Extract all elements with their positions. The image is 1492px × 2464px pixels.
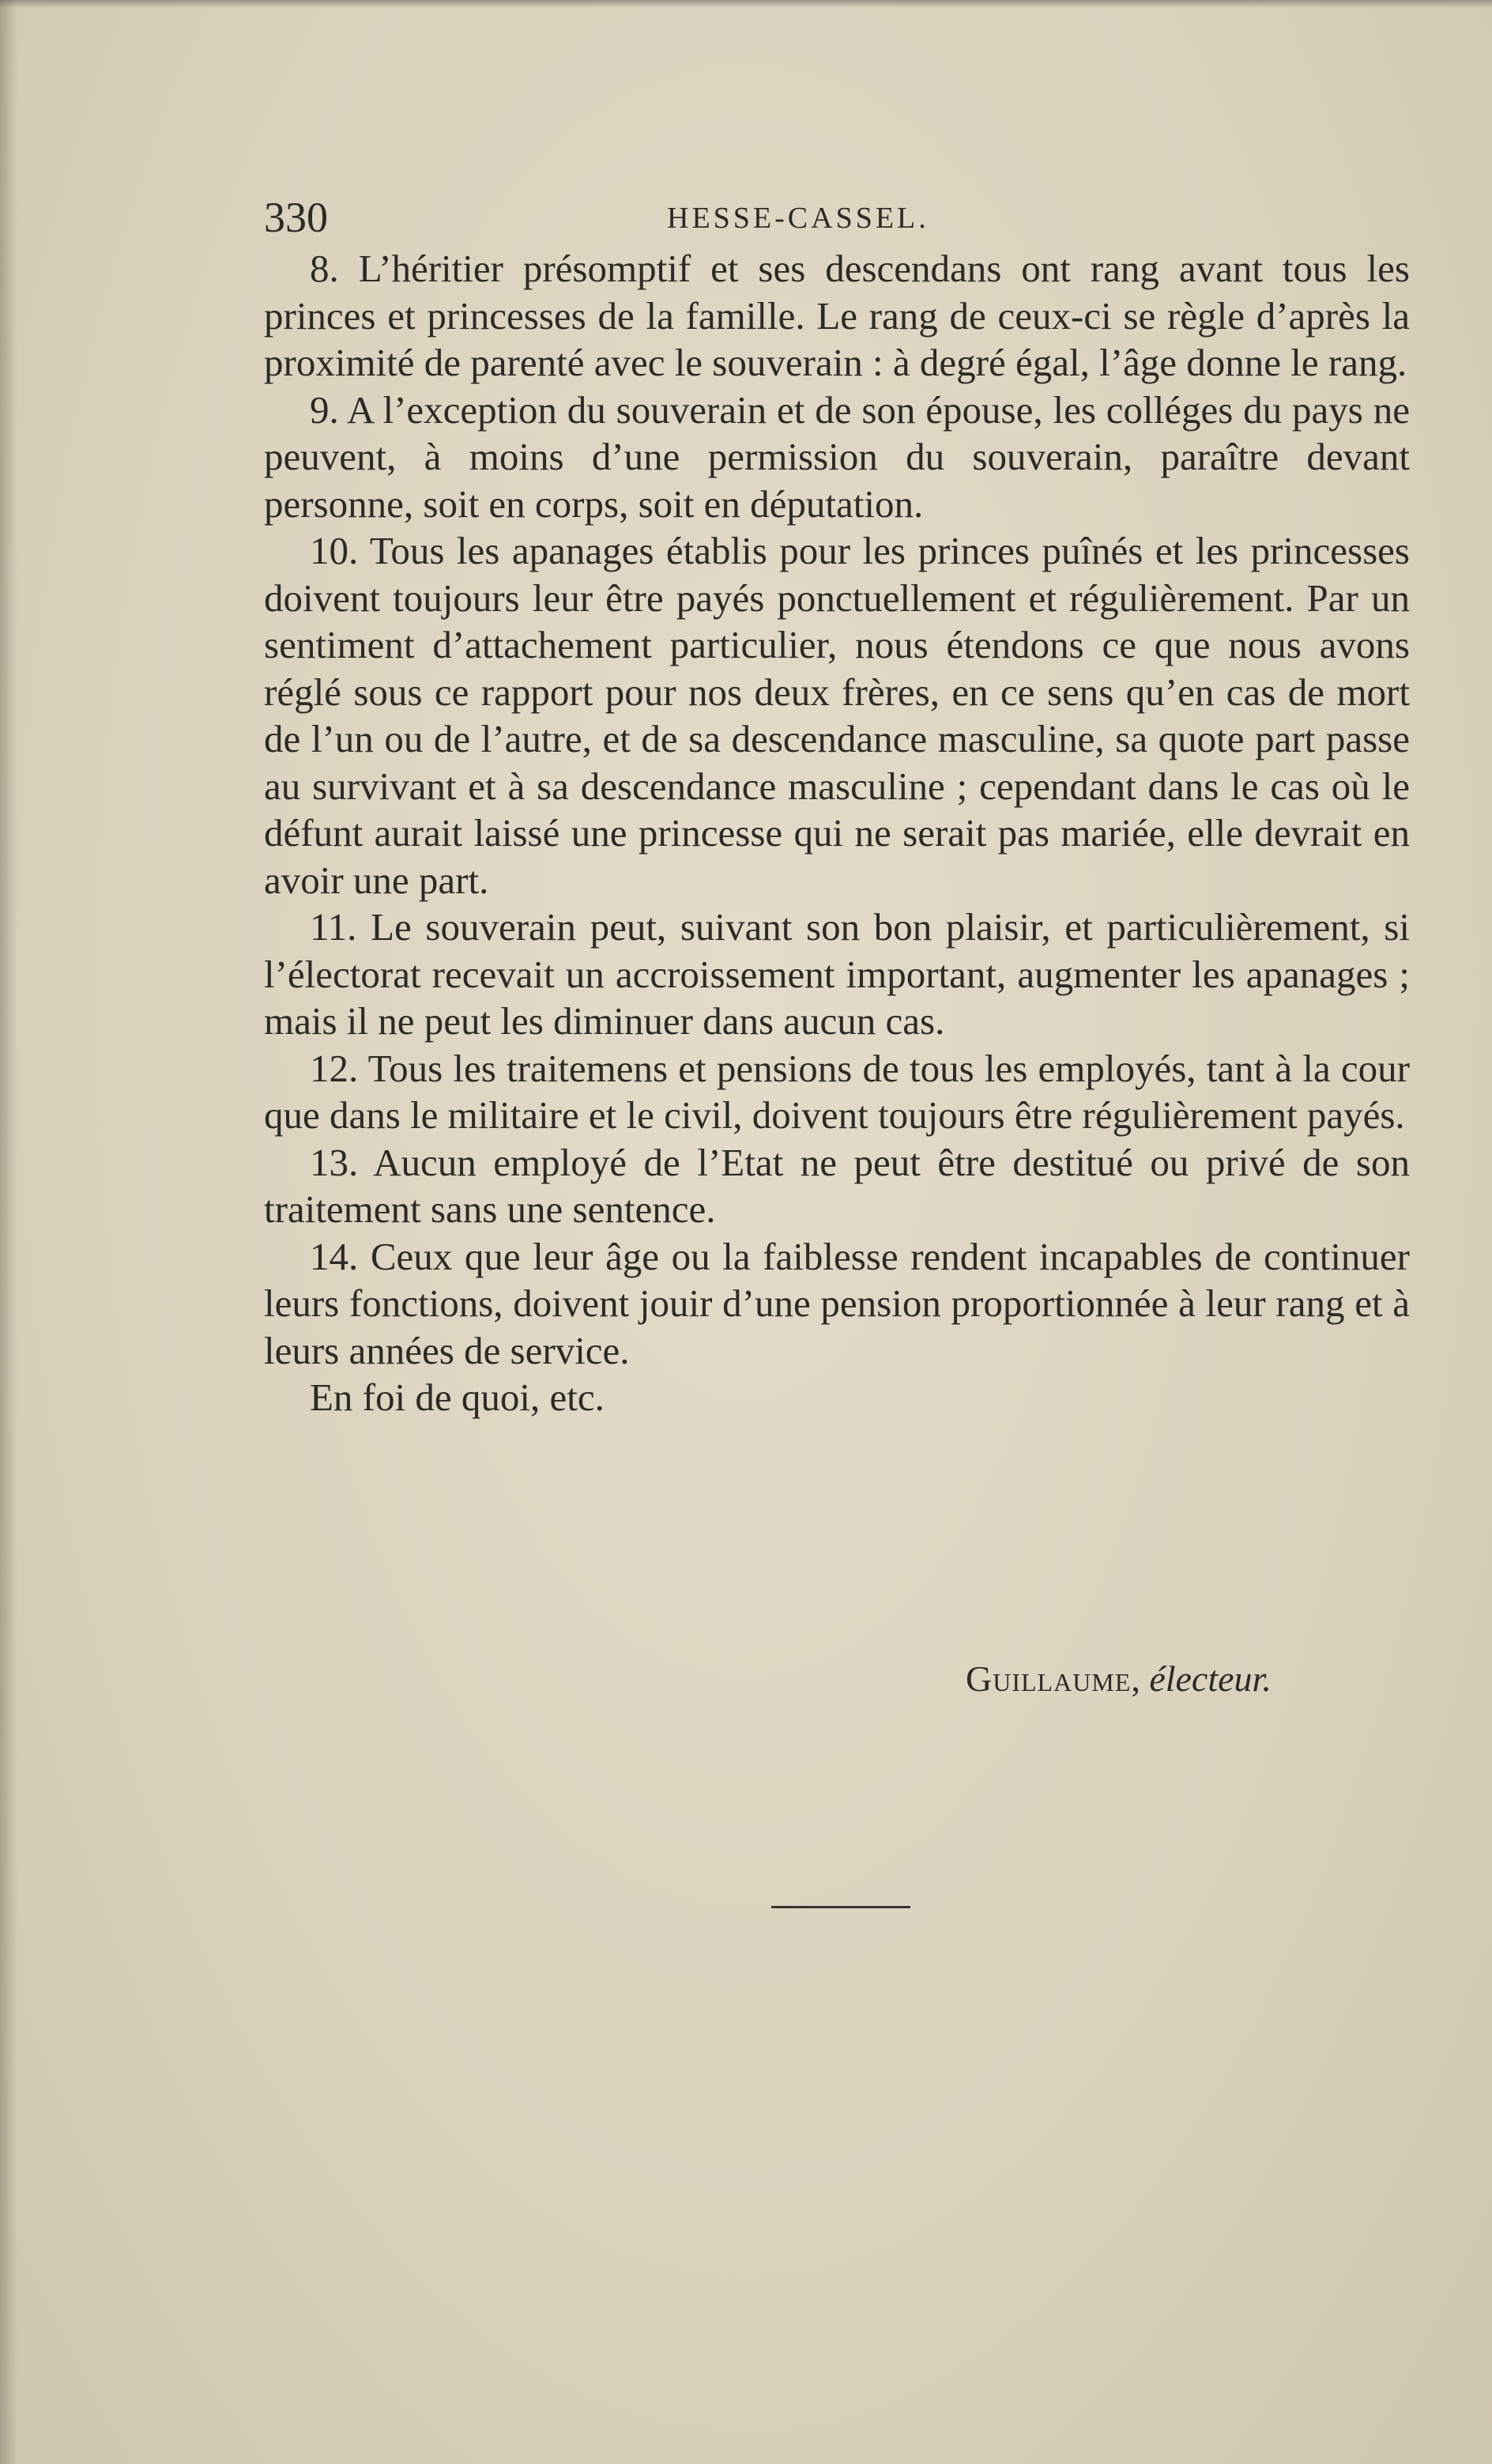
page-top-edge	[0, 0, 1492, 8]
page-number: 330	[264, 194, 328, 241]
signatory-name: Guillaume	[966, 1658, 1132, 1699]
signature	[966, 1655, 1272, 1703]
gutter-shadow	[0, 0, 17, 2464]
article-13: 13. Aucun employé de l’Etat ne peut être destitué ou privé de son traitement sans une sentence.	[264, 1140, 1410, 1231]
page-header	[264, 190, 1410, 245]
signatory-title: électeur.	[1149, 1658, 1272, 1699]
signature-separator: ,	[1131, 1658, 1150, 1699]
article-14: 14. Ceux que leur âge ou la faiblesse rendent incapables de continuer leurs fonctions, doivent jouir d’une pension proportionnée à leur rang et à leurs années de service.	[264, 1234, 1410, 1372]
article-12: 12. Tous les traitemens et pensions de tous les employés, tant à la cour que dans le militaire et le civil, doivent toujours être régulièrement payés.	[264, 1046, 1410, 1137]
running-head: HESSE-CASSEL.	[667, 202, 929, 235]
article-11: 11. Le souverain peut, suivant son bon plaisir, et particulièrement, si l’électorat recevait un accroissement important, augmenter les apanages ; mais il ne peut les diminuer dans aucun cas.	[264, 905, 1410, 1043]
body-text	[264, 245, 1410, 1421]
article-8: 8. L’héritier présomptif et ses descendans ont rang avant tous les princes et princesses de la famille. Le rang de ceux-ci se règle d’après la proximité de parenté avec le souverain : à degré égal, l’âge donne le rang.	[264, 247, 1410, 384]
article-9: 9. A l’exception du souverain et de son épouse, les colléges du pays ne peuvent, à moins d’une permission du souverain, paraître devant personne, soit en corps, soit en députation.	[264, 387, 1410, 526]
closing-formula: En foi de quoi, etc.	[310, 1375, 605, 1419]
article-10: 10. Tous les apanages établis pour les princes puînés et les princesses doivent toujours leur être payés ponctuellement et régulièrement. Par un sentiment d’attachement particulier, nous étendons ce que nous avons réglé sous ce rapport pour nos deux frères, en ce sens qu’en cas de mort de l’un ou de l’autre, et de sa descendance masculine, sa quote part passe au survivant et à sa descendance masculine ; cependant dans le cas où le défunt aurait laissé une princesse qui ne serait pas mariée, elle devrait en avoir une part.	[264, 529, 1410, 902]
end-rule	[771, 1906, 910, 1908]
